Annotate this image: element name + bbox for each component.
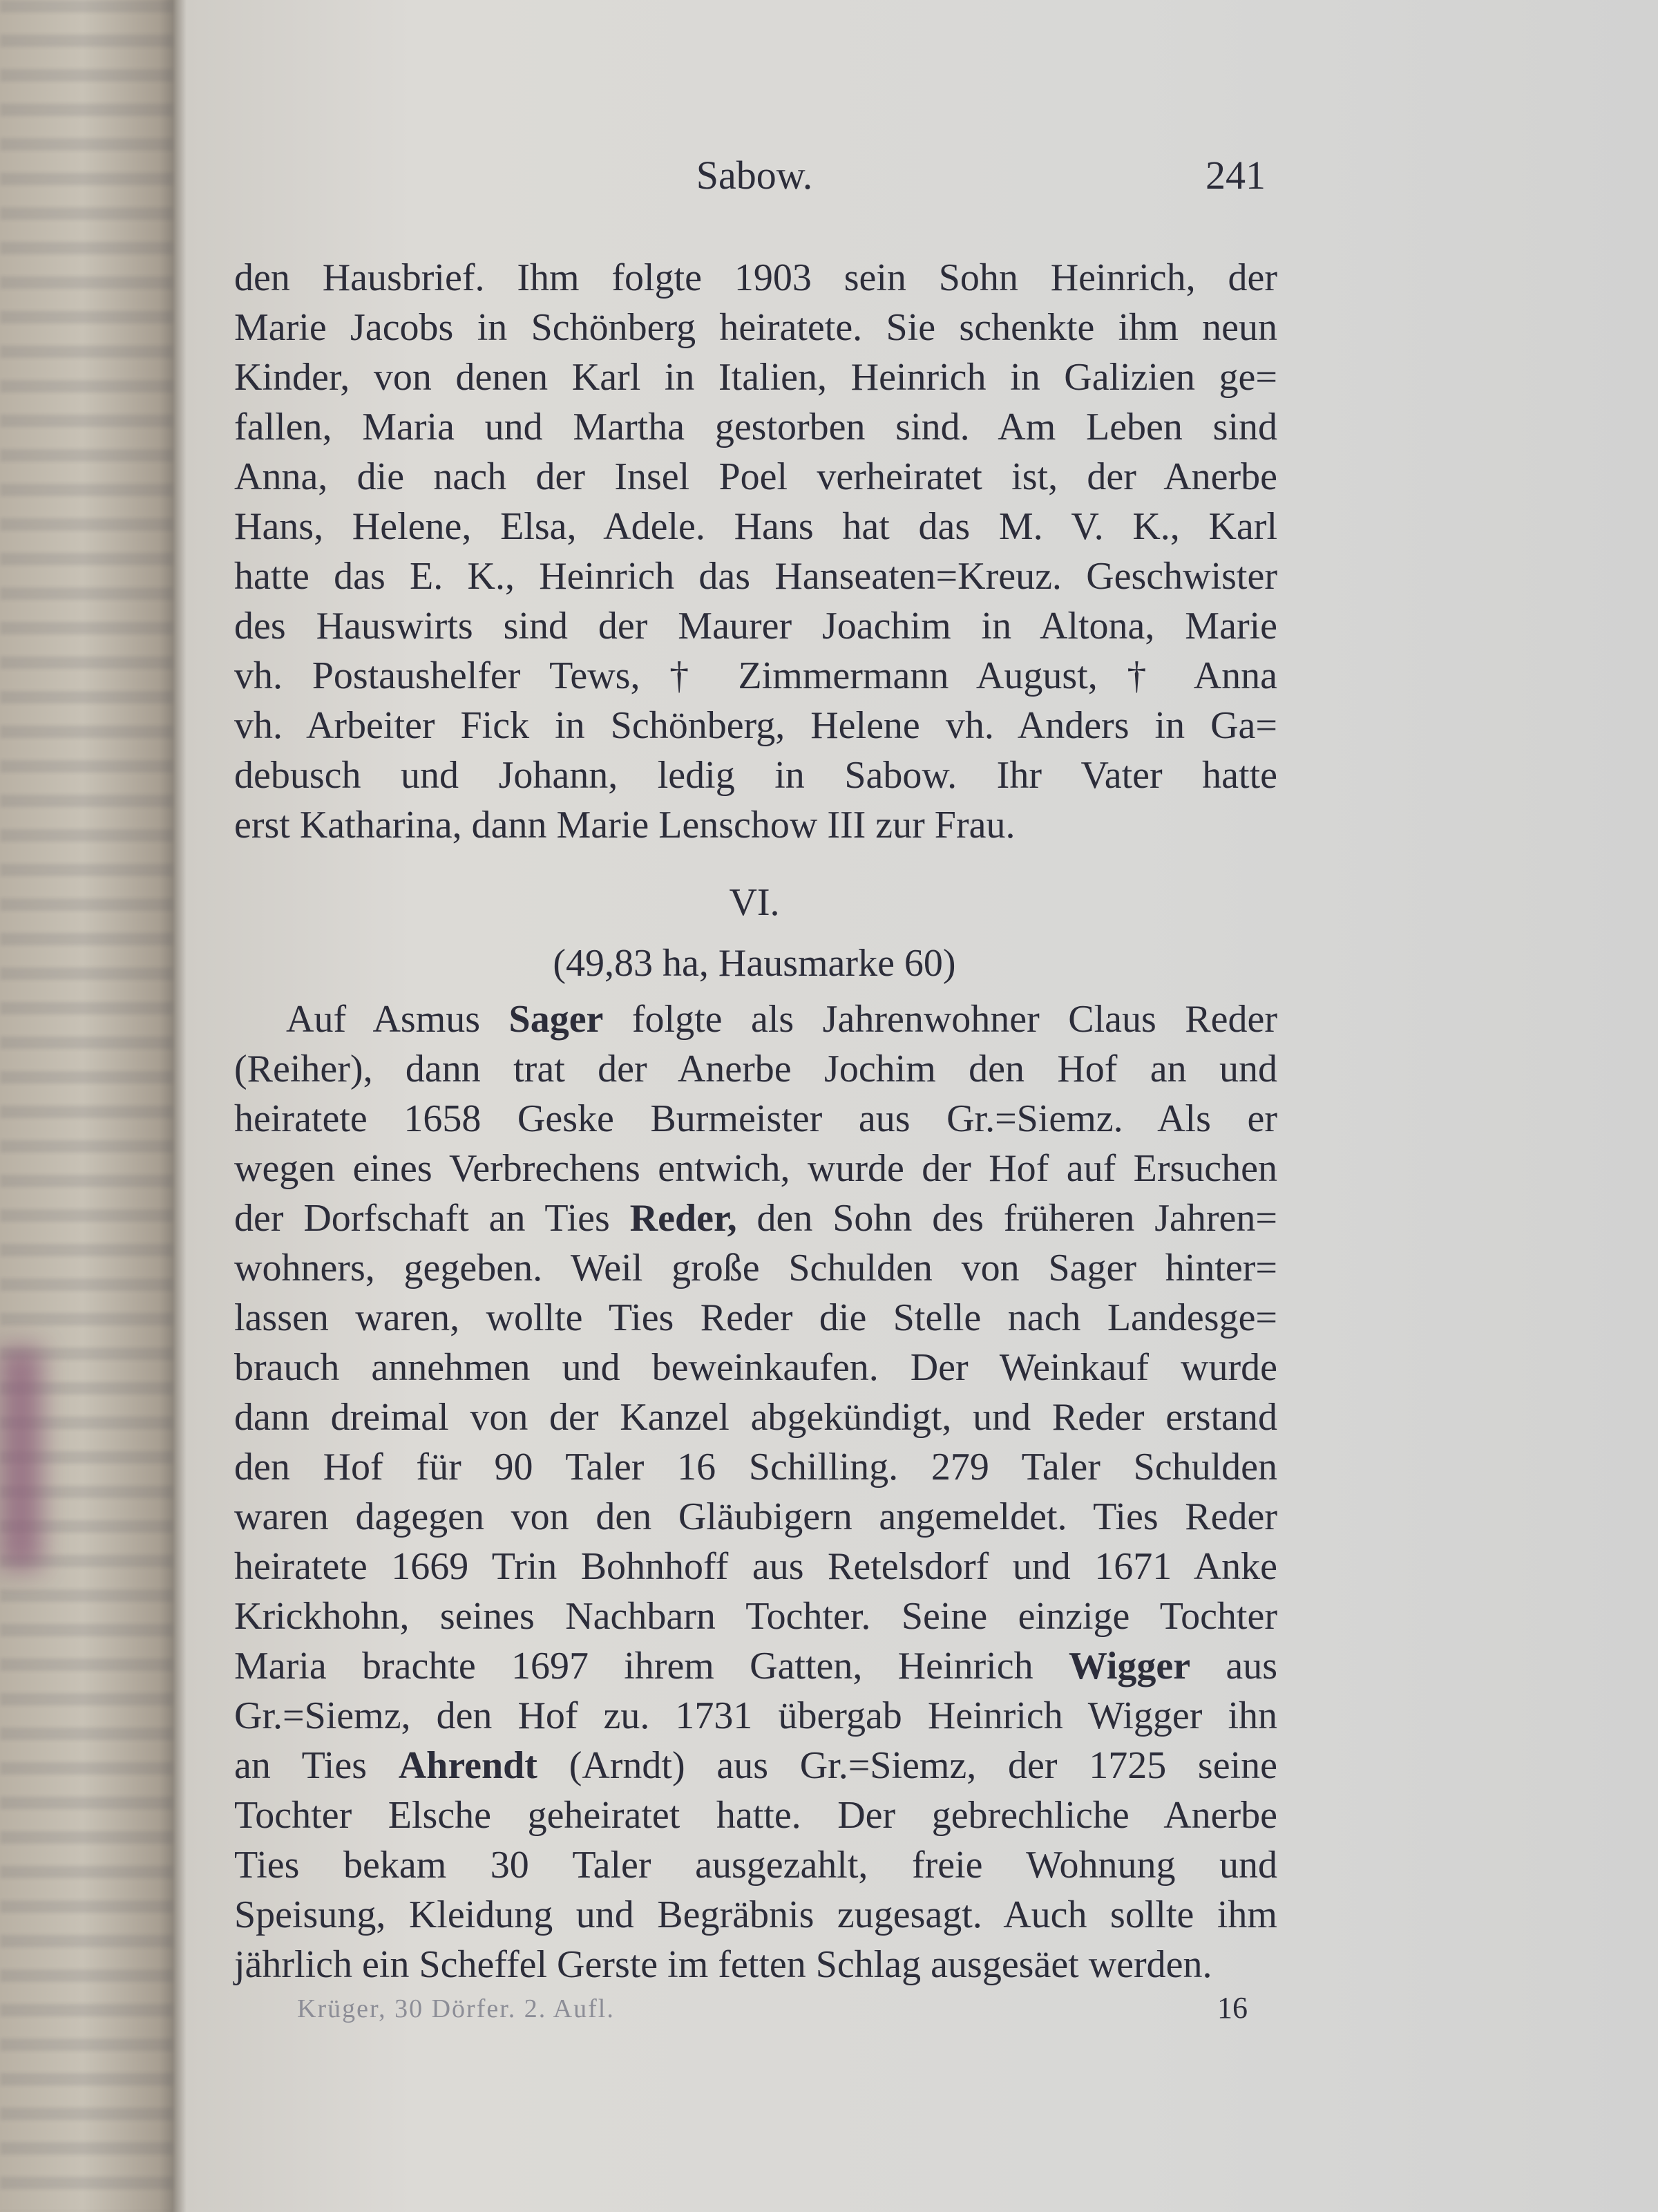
text-segment: brauch annehmen und beweinkaufen. Der Weinkauf wurde [234, 1346, 1277, 1389]
text-segment: Krickhohn, seines Nachbarn Tochter. Seine einzige Tochter [234, 1595, 1277, 1638]
text-segment: jährlich ein Scheffel Gerste im fetten Schlag ausgesäet werden. [234, 1943, 1212, 1986]
text-segment: lassen waren, wollte Ties Reder die Stelle nach Landesge= [234, 1296, 1277, 1339]
text-line [234, 1094, 1277, 1144]
text-line [234, 1193, 1277, 1243]
text-line [234, 800, 1277, 850]
text-line [234, 601, 1277, 651]
section-number: VI. [729, 881, 780, 924]
text-segment: wegen eines Verbrechens entwich, wurde der Hof auf Ersuchen [234, 1147, 1277, 1190]
text-segment: Kinder, von denen Karl in Italien, Heinrich in Galizien ge= [234, 356, 1277, 399]
paragraph-1 [234, 253, 1277, 850]
text-line [234, 1890, 1277, 1940]
text-line [234, 352, 1277, 402]
section-subtitle: (49,83 ha, Hausmarke 60) [553, 942, 956, 985]
text-segment: des Hauswirts sind der Maurer Joachim in Altona, Marie [234, 605, 1277, 647]
text-line [234, 1343, 1277, 1392]
text-segment: Tochter Elsche geheiratet hatte. Der gebrechliche Anerbe [234, 1794, 1277, 1837]
text-segment: Speisung, Kleidung und Begräbnis zugesagt. Auch sollte ihm [234, 1893, 1277, 1936]
text-segment: Marie Jacobs in Schönberg heiratete. Sie schenkte ihm neun [234, 306, 1277, 349]
adjacent-page-blurred [0, 0, 173, 2212]
text-segment: an Ties [234, 1744, 399, 1787]
text-line [234, 1243, 1277, 1293]
text-segment: der Dorfschaft an Ties [234, 1197, 630, 1240]
bold-name: Wigger [1068, 1645, 1191, 1688]
text-segment: Ties bekam 30 Taler ausgezahlt, freie Wohnung und [234, 1844, 1277, 1887]
text-line [234, 303, 1277, 352]
text-line [234, 1790, 1277, 1840]
text-segment: vh. Postaushelfer Tews, † Zimmermann August, † Anna [234, 654, 1277, 697]
page-number: 241 [1206, 153, 1266, 198]
text-line [234, 994, 1277, 1044]
text-line [234, 1492, 1277, 1542]
text-segment: wohners, gegeben. Weil große Schulden von Sager hinter= [234, 1247, 1277, 1289]
text-segment: hatte das E. K., Heinrich das Hanseaten=Kreuz. Geschwister [234, 555, 1277, 598]
text-line [234, 651, 1277, 701]
text-line [234, 1641, 1277, 1691]
text-line [234, 1144, 1277, 1193]
paragraph-2 [234, 994, 1277, 1989]
text-line [234, 1293, 1277, 1343]
text-segment: folgte als Jahrenwohner Claus Reder [603, 998, 1277, 1041]
text-segment: Auf Asmus [286, 998, 509, 1041]
bold-name: Reder, [629, 1197, 737, 1240]
text-line [234, 1940, 1277, 1989]
text-segment: heiratete 1658 Geske Burmeister aus Gr.=Siemz. Als er [234, 1097, 1277, 1140]
footer-imprint: Krüger, 30 Dörfer. 2. Aufl. [297, 1994, 615, 2023]
text-segment: waren dagegen von den Gläubigern angemeldet. Ties Reder [234, 1495, 1277, 1538]
text-line [234, 551, 1277, 601]
text-segment: den Hausbrief. Ihm folgte 1903 sein Sohn Heinrich, der [234, 256, 1277, 299]
text-line [234, 502, 1277, 551]
text-segment: Gr.=Siemz, den Hof zu. 1731 übergab Heinrich Wigger ihn [234, 1694, 1277, 1737]
text-segment: heiratete 1669 Trin Bohnhoff aus Retelsdorf und 1671 Anke [234, 1545, 1277, 1588]
bold-name: Sager [508, 998, 604, 1041]
text-line [234, 1044, 1277, 1094]
text-line [234, 1392, 1277, 1442]
text-segment: Hans, Helene, Elsa, Adele. Hans hat das M. V. K., Karl [234, 505, 1277, 548]
text-segment: fallen, Maria und Martha gestorben sind. Am Leben sind [234, 406, 1277, 448]
color-stain [0, 1348, 41, 1569]
text-line [234, 1691, 1277, 1741]
text-line [234, 701, 1277, 750]
text-line [234, 1542, 1277, 1591]
text-segment: Anna, die nach der Insel Poel verheiratet ist, der Anerbe [234, 455, 1277, 498]
text-segment: (Reiher), dann trat der Anerbe Jochim den Hof an und [234, 1048, 1277, 1090]
running-title: Sabow. [696, 153, 813, 198]
text-segment: dann dreimal von der Kanzel abgekündigt, und Reder erstand [234, 1396, 1277, 1439]
text-segment: den Hof für 90 Taler 16 Schilling. 279 Taler Schulden [234, 1446, 1277, 1488]
text-line [234, 750, 1277, 800]
bold-name: Ahrendt [398, 1744, 537, 1787]
text-segment: debusch und Johann, ledig in Sabow. Ihr Vater hatte [234, 754, 1277, 797]
text-line [234, 452, 1277, 502]
signature-mark: 16 [1217, 1991, 1248, 2025]
text-line [234, 402, 1277, 452]
text-segment: aus [1190, 1645, 1277, 1688]
text-line [234, 253, 1277, 303]
text-segment: den Sohn des früheren Jahren= [736, 1197, 1277, 1240]
text-line [234, 1442, 1277, 1492]
text-segment: Maria brachte 1697 ihrem Gatten, Heinrich [234, 1645, 1069, 1688]
text-segment: vh. Arbeiter Fick in Schönberg, Helene vh. Anders in Ga= [234, 704, 1277, 747]
text-line [234, 1591, 1277, 1641]
text-line [234, 1741, 1277, 1790]
text-segment: erst Katharina, dann Marie Lenschow III zur Frau. [234, 804, 1016, 847]
text-line [234, 1840, 1277, 1890]
text-segment: (Arndt) aus Gr.=Siemz, der 1725 seine [537, 1744, 1277, 1787]
